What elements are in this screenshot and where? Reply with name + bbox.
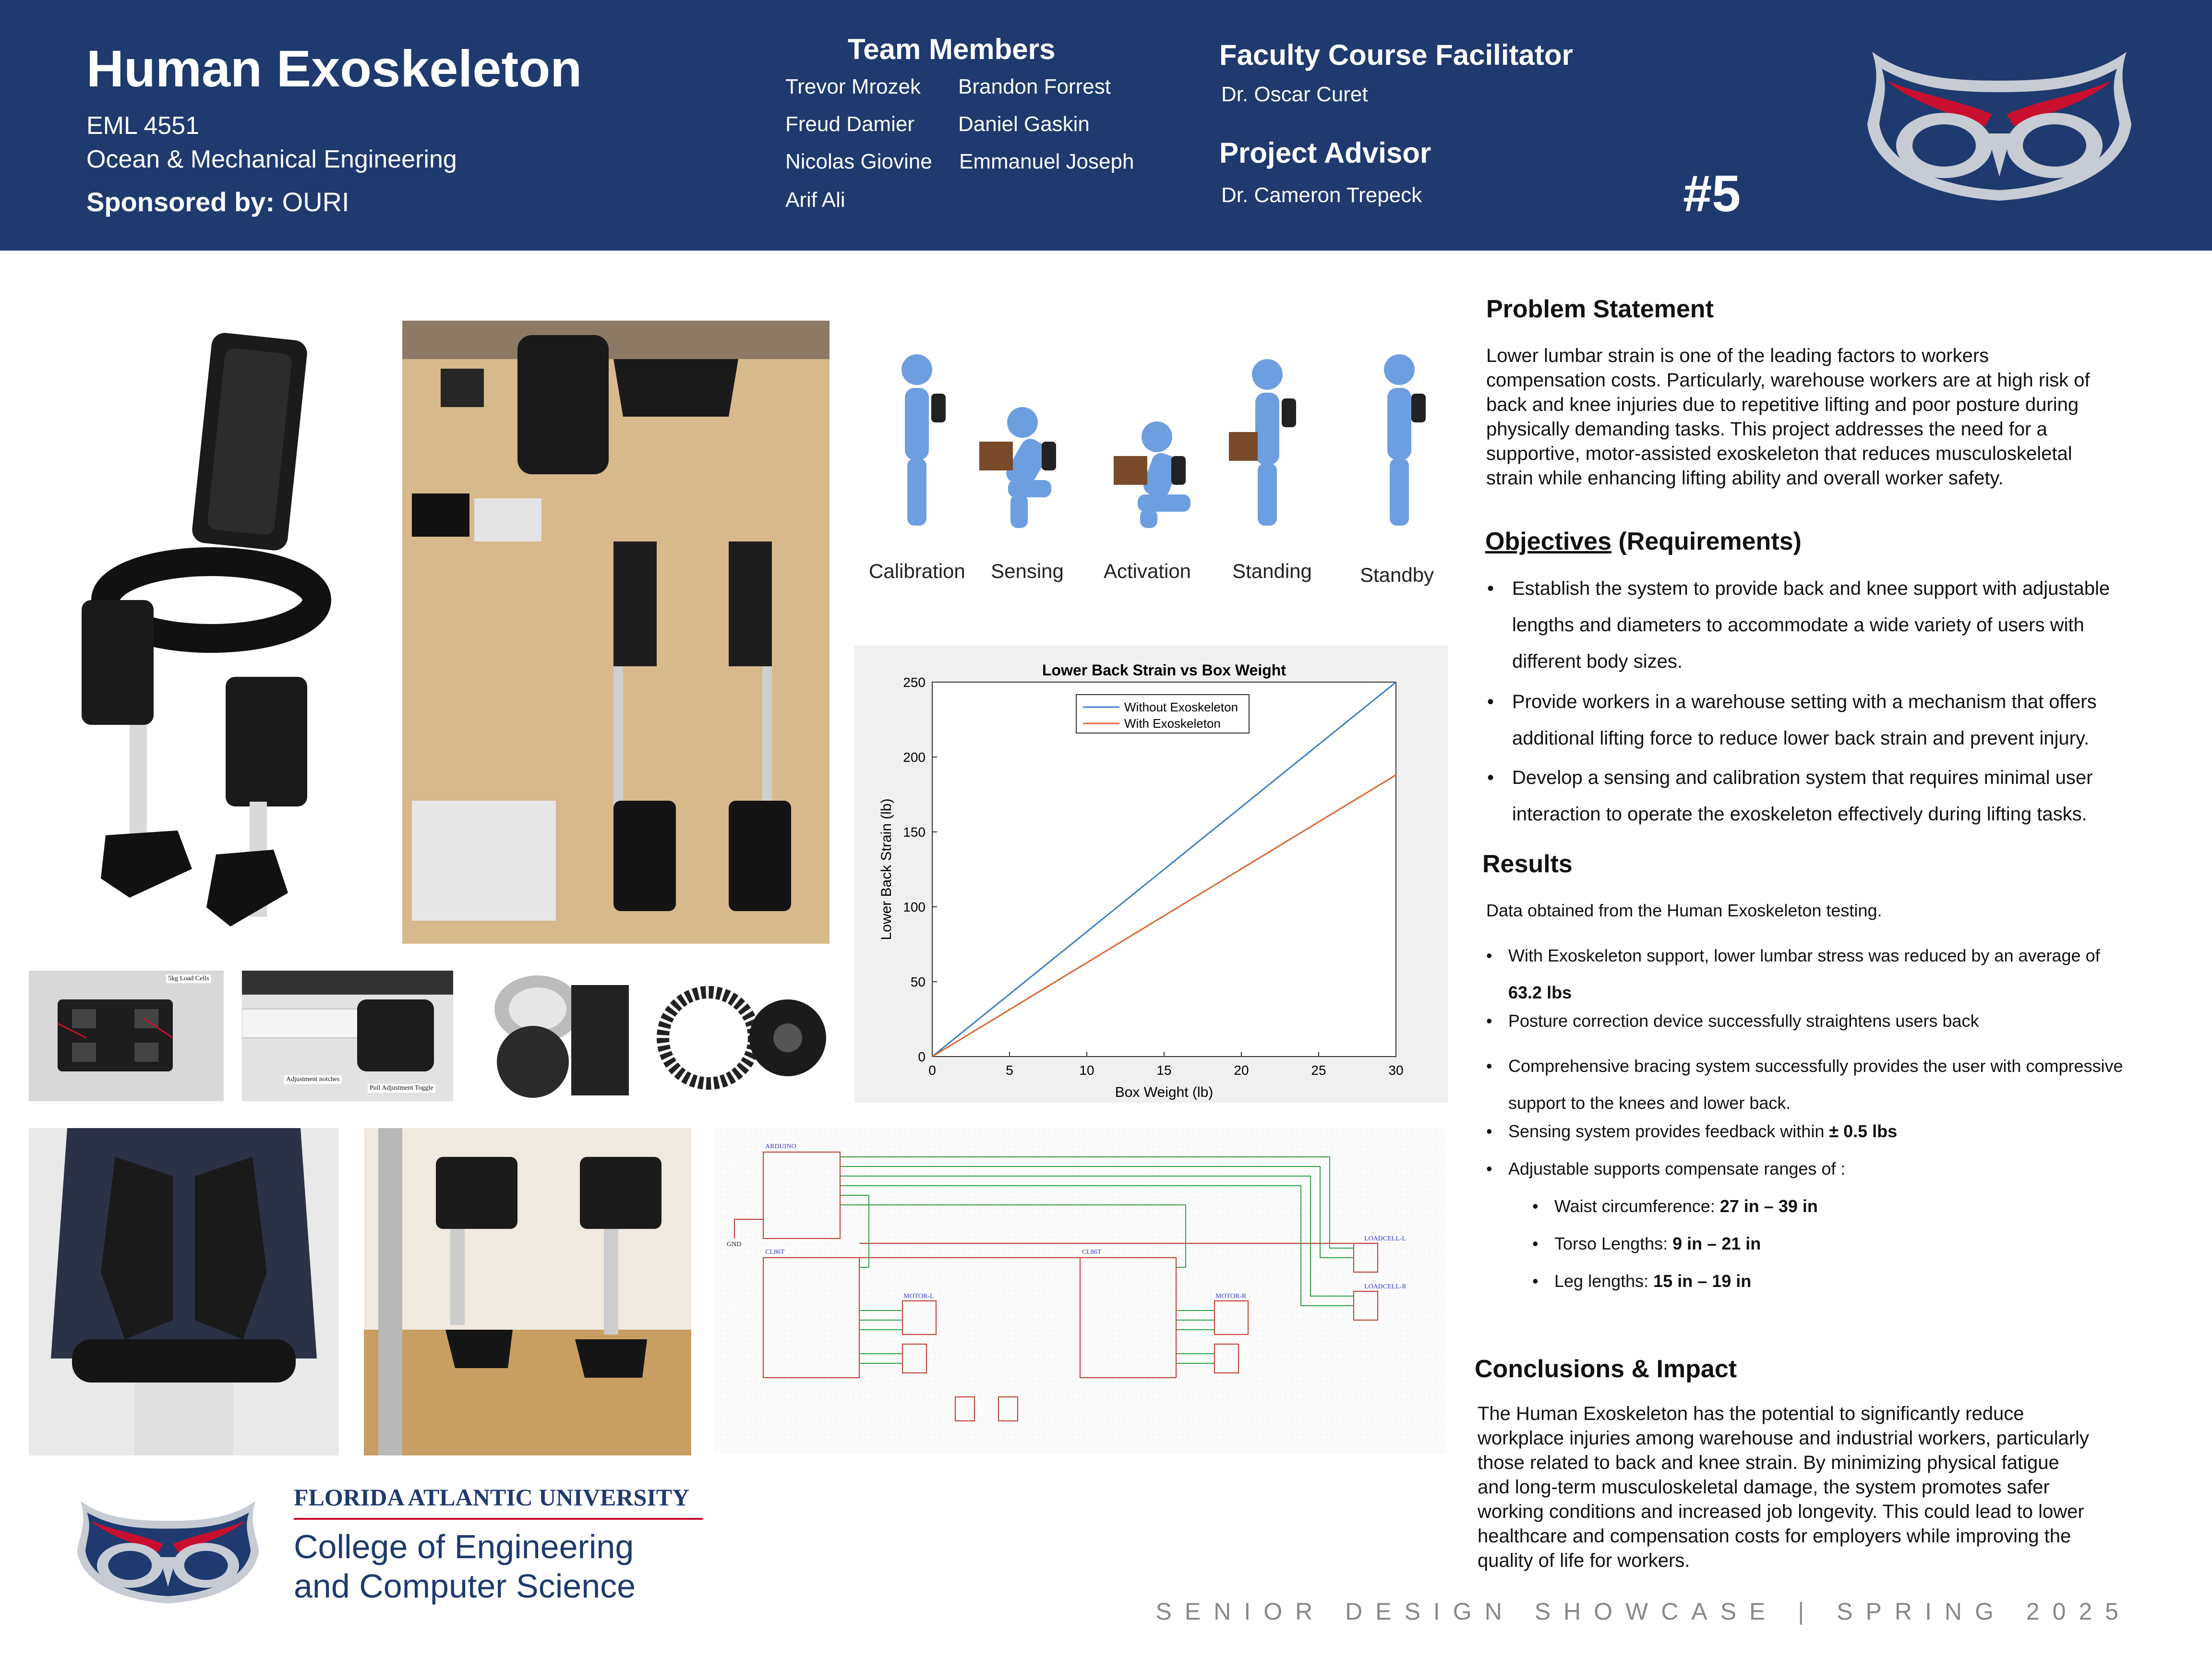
phase-label: Standing [1232,560,1312,582]
facilitator-name: Dr. Oscar Curet [1221,83,1368,106]
team-title: Team Members [848,33,1056,65]
y-tick-label: 250 [903,675,926,690]
result-sub-value: 15 in – 19 in [1653,1271,1752,1291]
problem-line: strain while enhancing lifting ability and overall worker safety. [1486,468,2004,489]
objectives-title-rest: (Requirements) [1611,528,1802,555]
result-line: Sensing system provides feedback within [1508,1121,1829,1141]
objective-bullet: • Develop a sensing and calibration system that requires minimal user interaction to operate the exoskeleton effectively during lifting tasks. [1512,759,2092,832]
university-name: FLORIDA ATLANTIC UNIVERSITY [294,1484,690,1511]
team-member: Brandon Forrest [958,75,1111,98]
conclusion-line: and long-term musculoskeletal damage, the system promotes safer [1478,1477,2050,1498]
problem-line: Lower lumbar strain is one of the leading factors to workers [1486,345,1989,366]
objective-line: Provide workers in a warehouse setting with a mechanism that offers [1512,691,2097,712]
result-sub-value: 27 in – 39 in [1719,1196,1818,1216]
sponsor-value: OURI [275,187,349,217]
gearbox-graphic [475,971,632,1101]
team-member: Daniel Gaskin [958,112,1090,136]
chart-ylabel: Lower Back Strain (lb) [878,798,894,940]
team-number: #5 [1683,164,1741,222]
schematic-graphic [715,1128,1447,1455]
conclusion-line: healthcare and compensation costs for employers while improving the [1478,1526,2071,1547]
wearer-back-photo [29,1128,339,1455]
phases-graphic [864,336,1440,538]
wiring-schematic [715,1128,1447,1455]
footer-showcase: SENIOR DESIGN SHOWCASE | SPRING 2025 [1155,1598,2131,1625]
result-sub-bullet: • Torso Lengths: 9 in – 21 in [1532,1234,1761,1253]
poster-title: Human Exoskeleton [86,39,582,97]
load-cells-label: 5kg Load Cells [166,974,211,983]
exoskeleton-render-graphic [72,331,341,936]
college-name-line1: College of Engineering [294,1528,634,1565]
result-value: 63.2 lbs [1508,983,1572,1002]
x-tick-label: 20 [1234,1063,1249,1078]
objective-bullet: • Provide workers in a warehouse setting with a mechanism that offers additional lifting force to reduce lower back strain and prevent injury. [1512,684,2097,757]
result-bullet: • Adjustable supports compensate ranges of : [1486,1159,1846,1178]
result-line: With Exoskeleton support, lower lumbar stress was reduced by an average of [1508,946,2100,965]
gear-parts-graphic [656,971,830,1101]
y-tick-label: 50 [910,974,926,989]
schematic-loadcell-r-label: LOADCELL-R [1364,1283,1407,1290]
legend-label: With Exoskeleton [1124,716,1221,731]
y-tick-label: 0 [918,1049,926,1064]
course-code: EML 4551 [86,112,200,140]
gear-parts-render [656,971,830,1101]
conclusion-line: The Human Exoskeleton has the potential to significantly reduce [1478,1403,2024,1424]
department: Ocean & Mechanical Engineering [86,145,457,173]
objective-line: Establish the system to provide back and knee support with adjustable [1512,578,2110,599]
phase-label: Standby [1359,564,1434,586]
results-intro: Data obtained from the Human Exoskeleton testing. [1486,901,1882,920]
schematic-motor-l-label: MOTOR-L [903,1293,934,1300]
conclusion-line: those related to back and knee strain. By minimizing physical fatigue [1478,1452,2059,1473]
result-bullet: • With Exoskeleton support, lower lumbar stress was reduced by an average of 63.2 lbs [1508,937,2100,1011]
gearbox-render [475,971,632,1101]
legend-label: Without Exoskeleton [1124,700,1238,714]
x-tick-label: 5 [1006,1063,1013,1078]
result-line: Comprehensive bracing system successfully provides the user with compressive [1508,1056,2123,1076]
schematic-motor-r-label: MOTOR-R [1215,1293,1247,1300]
leg-assembly-photo [364,1128,691,1455]
phase-label: Calibration [869,560,965,582]
chart-xlabel: Box Weight (lb) [1115,1084,1214,1100]
chart-title: Lower Back Strain vs Box Weight [1042,661,1286,679]
team-member: Trevor Mrozek [785,75,921,98]
load-cells-photo [29,971,224,1101]
conclusion-line: working conditions and increased job longevity. This could lead to lower [1478,1501,2084,1522]
result-bullet: • Comprehensive bracing system successfully provides the user with compressive support to the knees and lower back. [1508,1047,2123,1121]
x-tick-label: 30 [1388,1063,1404,1078]
team-member: Nicolas Giovine [785,150,932,173]
result-line: support to the knees and lower back. [1508,1093,1791,1113]
leg-assembly-graphic [364,1128,691,1455]
results-title: Results [1482,850,1573,878]
objective-line: additional lifting force to reduce lower back strain and prevent injury. [1512,728,2090,749]
problem-title: Problem Statement [1486,295,1714,323]
team-member: Arif Ali [785,188,845,212]
team-member: Emmanuel Joseph [959,150,1134,173]
y-tick-label: 200 [903,750,926,765]
result-sub-label: Leg lengths: [1554,1271,1654,1291]
x-tick-label: 25 [1311,1063,1326,1078]
objectives-title-main: Objectives [1485,528,1612,555]
hardware-layout-graphic [402,321,830,944]
result-sub-bullet: • Waist circumference: 27 in – 39 in [1532,1196,1818,1216]
adjustment-notches-label: Adjustment notches [284,1075,342,1084]
result-bullet: • Posture correction device successfully straightens users back [1486,1011,1979,1031]
y-tick-label: 150 [903,825,926,840]
result-sub-label: Waist circumference: [1554,1196,1720,1216]
college-name-line2: and Computer Science [294,1567,636,1605]
problem-text [1486,344,2090,491]
strain-chart [854,646,1448,1103]
objectives-title [1485,527,1802,556]
problem-line: back and knee injuries due to repetitive lifting and poor posture during [1486,394,2079,415]
result-sub-bullet: • Leg lengths: 15 in – 19 in [1532,1271,1752,1291]
hardware-layout-photo [402,321,830,944]
adjustment-photo [242,971,453,1101]
load-cells-graphic [29,971,224,1101]
logo-divider [294,1518,703,1520]
problem-line: physically demanding tasks. This project addresses the need for a [1486,419,2047,440]
objective-line: different body sizes. [1512,651,1683,672]
problem-line: compensation costs. Particularly, warehouse workers are at high risk of [1486,370,2090,391]
phase-label: Sensing [991,560,1064,582]
result-line: Adjustable supports compensate ranges of : [1508,1159,1846,1178]
conclusion-line: workplace injuries among warehouse and industrial workers, particularly [1478,1428,2089,1449]
x-tick-label: 15 [1156,1063,1172,1078]
schematic-gnd-label: GND [727,1241,742,1248]
owl-logo-icon [1853,42,2146,205]
fau-owl-logo-icon [67,1493,269,1608]
result-sub-label: Torso Lengths: [1554,1234,1673,1253]
schematic-cl86t-label: CL86T [1082,1249,1102,1256]
conclusion-line: quality of life for workers. [1478,1550,1690,1571]
wearer-back-graphic [29,1128,339,1455]
x-tick-label: 10 [1079,1063,1094,1078]
facilitator-title: Faculty Course Facilitator [1219,39,1573,71]
y-tick-label: 100 [903,900,926,914]
advisor-title: Project Advisor [1219,137,1431,169]
result-sub-value: 9 in – 21 in [1672,1234,1761,1253]
result-value: ± 0.5 lbs [1829,1121,1898,1141]
objective-line: interaction to operate the exoskeleton effectively during lifting tasks. [1512,804,2087,825]
x-tick-label: 0 [928,1063,936,1078]
conclusions-text [1478,1402,2089,1573]
pull-toggle-label: Pull Adjustment Toggle [368,1084,435,1093]
objective-line: Develop a sensing and calibration system that requires minimal user [1512,767,2093,788]
adjustment-graphic [242,971,453,1101]
result-line: Posture correction device successfully straightens users back [1508,1011,1979,1031]
problem-line: supportive, motor-assisted exoskeleton that reduces musculoskeletal [1486,443,2072,464]
result-bullet: • Sensing system provides feedback within ± 0.5 lbs [1486,1121,1898,1141]
sponsor-label: Sponsored by: [86,187,275,217]
schematic-arduino-label: ARDUINO [765,1143,796,1150]
strain-chart-svg [854,646,1448,1103]
schematic-loadcell-l-label: LOADCELL-L [1364,1235,1407,1242]
sponsor [86,186,349,217]
advisor-name: Dr. Cameron Trepeck [1221,183,1422,207]
header-banner [0,0,2212,251]
objective-bullet: • Establish the system to provide back and knee support with adjustable lengths and diameters to accommodate a wide variety of users with different body sizes. [1512,570,2110,680]
conclusions-title: Conclusions & Impact [1475,1355,1737,1383]
phase-label: Activation [1103,560,1191,582]
exoskeleton-render [72,331,341,936]
schematic-cl86t-label: CL86T [765,1249,785,1256]
objective-line: lengths and diameters to accommodate a wide variety of users with [1512,614,2084,636]
team-member: Freud Damier [785,112,914,136]
